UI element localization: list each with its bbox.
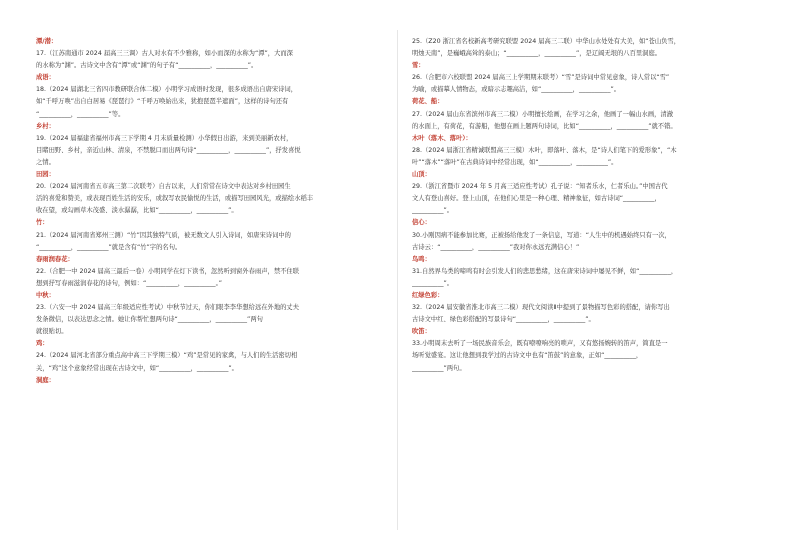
section-heading: 红绿色彩： xyxy=(412,291,444,299)
left-column xyxy=(36,36,374,387)
section-heading: 鸟鸣： xyxy=(412,255,431,263)
section-heading: 乡村： xyxy=(36,122,55,130)
text-line: 的水面上，有荷花，有游船，他想在画上题两句诗词，比如“__________，__________”就不错。 xyxy=(412,122,677,130)
text-line: 27.（2024 届山东省滨州市高三二模）小明擅长绘画，在学习之余，他画了一幅山水画，清澈 xyxy=(412,110,674,118)
text-line: 31.自然界鸟类的啼鸣有时会引发人们的悲思愁绪，这在唐宋诗词中屡见不鲜，如“__________， xyxy=(412,267,678,275)
text-line: 23.（六安一中 2024 届高三年级适应性考试）中秋节过天，你们眼李李华想给远在外地的丈夫 xyxy=(36,304,300,312)
text-line: 就很贴切。 xyxy=(36,328,68,336)
text-line: 25.（Z20 浙江省名校新高考研究联盟 2024 届高三二联）中华山水处处有大美，如“苍山负雪， xyxy=(412,38,681,45)
section-heading: 信心： xyxy=(412,219,431,227)
text-line: 21.（2024 届河南省郑州三测）“竹”因其独特气质，被无数文人引入诗词，如唐宋诗词中的 xyxy=(36,231,291,239)
text-line: 28.（2024 届浙江省精诚联盟高三三模）木叶，即落叶、落木，是“诗人们笔下的爱形象”，“木 xyxy=(412,146,677,154)
section-heading: 成语： xyxy=(36,74,55,82)
column-divider xyxy=(397,30,398,530)
text-line: 目睹田野、乡村，亲近山林、清泉，不禁脱口而出两句诗“__________，__________”，抒发喜悦 xyxy=(36,146,301,154)
text-line: 的水称为“渊”。古诗文中含有“潭”或“渊”的句子有“__________，__________”。 xyxy=(36,62,258,70)
text-line: 叶”“落木”“落叶”在古典诗词中经常出现，如“__________，__________”。 xyxy=(412,158,618,166)
text-line: 26.（合肥市六校联盟 2024 届高三上学期期末联考）“雪”是诗词中常见意象，诗人常以“雪” xyxy=(412,74,670,82)
text-line: “__________，__________”就是含有“竹”字的名句。 xyxy=(36,243,182,251)
text-line: __________”两句。 xyxy=(412,364,466,372)
text-line: 20.（2024 届河南省五市高三第二次联考）自古以来，人们常常在诗文中表达对乡村田园生 xyxy=(36,183,291,191)
right-column xyxy=(412,36,750,375)
section-heading: 吹笛： xyxy=(412,328,431,336)
text-line: 30.小刚因病不能参加比赛，正被扬给他发了一条信息，写道：“人生中的机遇始终只有一次， xyxy=(412,231,671,239)
section-heading: 田园： xyxy=(36,171,55,179)
section-heading: 潭/潜： xyxy=(36,38,58,45)
section-heading: 木叶（落木、落叶）： xyxy=(412,134,472,142)
text-line: 收在望，或勾画草木茂盛、淡水潺潺，比如“__________，__________”。 xyxy=(36,207,238,215)
text-line: 32.（2024 届安徽省淮北市高三二模）现代文阅读Ⅱ中提到了景物描写色彩的搭配，请你写出 xyxy=(412,304,670,312)
text-line: 关，“鸡”这个意象经常出现在古诗文中，如“__________，__________”。 xyxy=(36,364,238,372)
text-line: “__________，__________”等。 xyxy=(36,110,125,118)
text-line: 之情。 xyxy=(36,158,55,166)
text-line: 17.（江苏南通市 2024 届高三三调）古人对水有不少雅称，如小而深的水称为“潭”，大而深 xyxy=(36,50,293,58)
text-line: 文人有登山喜好。登上山顶，在他们心里是一种心理、精神象征，如古诗词“__________， xyxy=(412,195,661,203)
section-heading: 中秋： xyxy=(36,291,55,299)
text-line: 古诗云：“__________，__________”我对你永远充满信心！” xyxy=(412,243,580,251)
text-line: 19.（2024 届福建省福州市高三下学期 4 月末质量检测）小华假日出游，来到美丽新农村， xyxy=(36,134,293,142)
text-line: 古诗文中红、绿色彩搭配的写景诗句“__________，__________”。 xyxy=(412,316,595,324)
text-line: 33.小明周末去听了一场民族音乐会，既有嘹嘹响亮的唢声，又有悠扬婉转的笛声，简直是一 xyxy=(412,340,668,348)
text-line: __________”。 xyxy=(412,207,454,215)
text-line: 发条微信，以表达思念之情。她让你帮忙想两句诗“__________，__________”两句 xyxy=(36,316,263,324)
text-line: 18.（2024 届湖北三省四市教研联合体二模）小明学习成语时发现，很多成语出自唐宋诗词， xyxy=(36,86,298,94)
section-heading: 荷花、船： xyxy=(412,98,444,106)
text-line: 想到抒写春雨滋润春花的诗句，例如：“__________，__________。” xyxy=(36,279,222,287)
text-line: 22.（合肥一中 2024 届高三最后一卷）小明同学在灯下读书，忽然听到窗外春雨声，禁不住联 xyxy=(36,267,300,275)
text-line: 明烛天南”，是巍峨高耸的泰山；“__________，__________”，是辽阔无垠的八百里洞庭。 xyxy=(412,50,662,58)
section-heading: 竹： xyxy=(36,219,49,227)
section-heading: 春雨润春花： xyxy=(36,255,74,263)
text-line: 活的喜爱和赞美，或表现百姓生活的安乐，或叙写农民愉悦的生活，或描写田园风光，或描绘水稻丰 xyxy=(36,195,314,203)
text-line: 为喻，或描摹人情物态，或暗示志趣高洁，如“__________，__________”。 xyxy=(412,86,621,94)
section-heading: 洞庭： xyxy=(36,376,55,384)
text-line: 场听觉盛宴。这让他想到我学过的古诗文中也有“笛鼓”的意象，正如“__________， xyxy=(412,352,643,360)
section-heading: 山顶： xyxy=(412,171,431,179)
text-line: 如“千呼万唤”出自白居易《琵琶行》“千呼万唤始出来，犹抱琵琶半遮面”，这样的诗句还有 xyxy=(36,98,289,106)
text-line: 29.（浙江省暨市 2024 年 5 月高三适应性考试）孔子说：“知者乐水，仁者乐山。”中国古代 xyxy=(412,183,668,191)
text-line: __________”。 xyxy=(412,279,454,287)
section-heading: 雪： xyxy=(412,62,425,70)
section-heading: 鸡： xyxy=(36,340,49,348)
text-line: 24.（2024 届河北省部分重点高中高三下学期三模）“鸡”是常见的家禽，与人们的生活密切相 xyxy=(36,352,298,360)
